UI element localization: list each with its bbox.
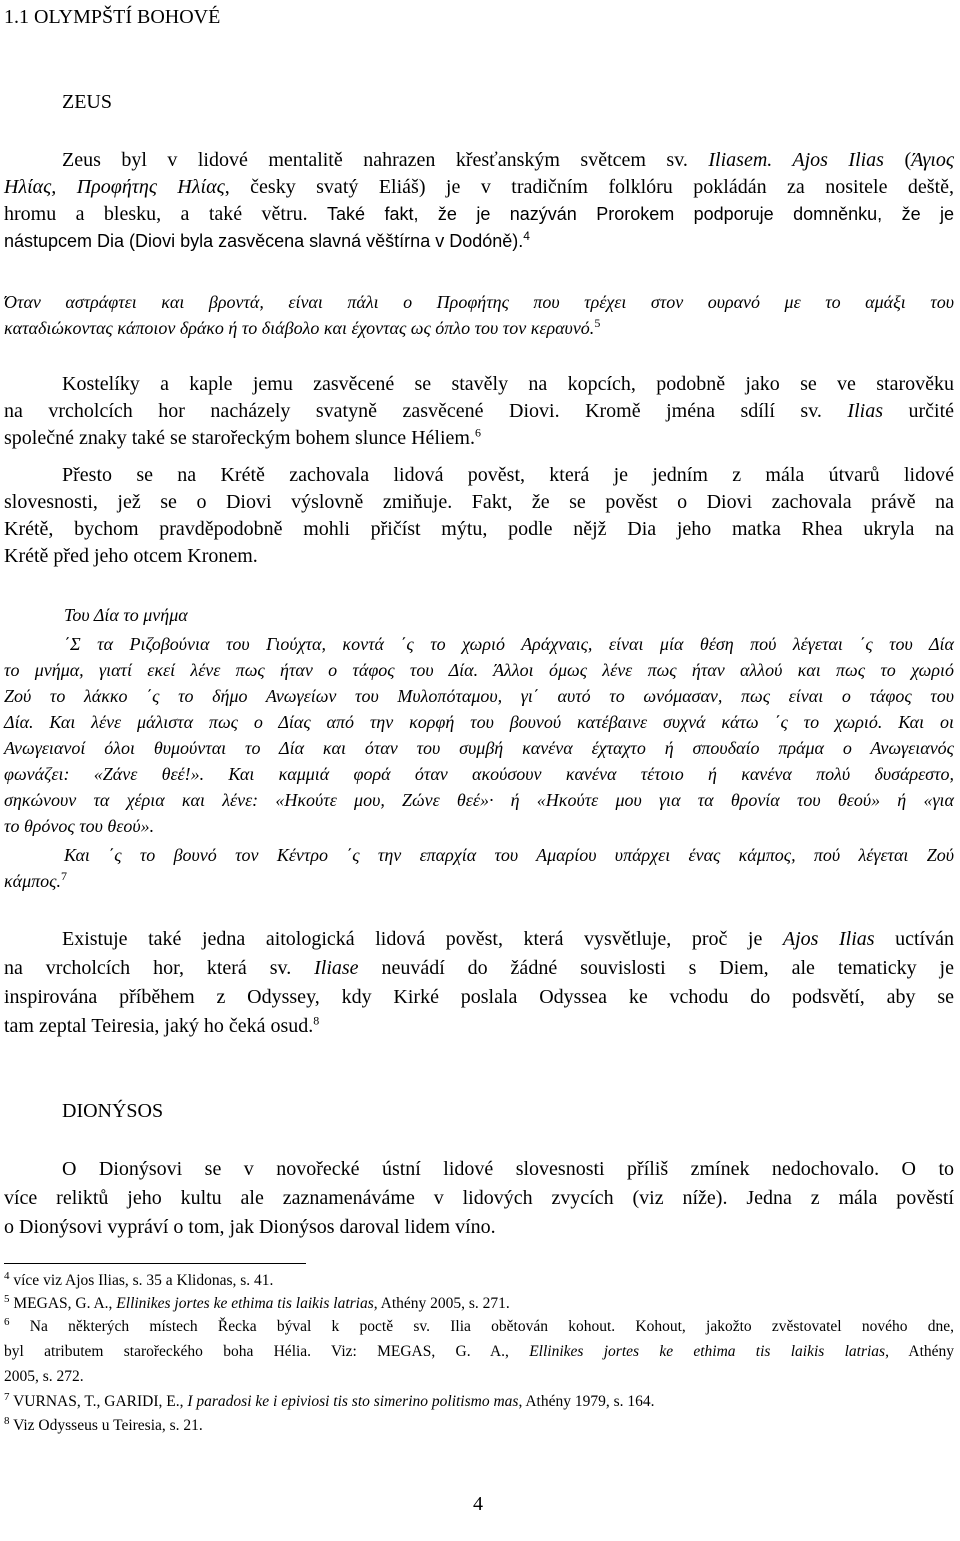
section-title: 1.1 OLYMPŠTÍ BOHOVÉ <box>4 6 221 28</box>
footnote-separator <box>4 1263 306 1264</box>
footnote-number: 4 <box>4 1269 10 1282</box>
zeus-p2-line-1 <box>62 371 954 397</box>
italic-run: Ajos Ilias <box>782 928 875 950</box>
footnote-number: 7 <box>4 1390 10 1403</box>
footnote-8 <box>4 1416 203 1436</box>
zeus-p4-line-4 <box>4 1013 319 1039</box>
text-run: το μνήμα, γιατί εκεί λένε πως ήταν ο τάφος του Δία. Άλλοι όμως λένε πως ήταν αλλού και πως το χωριό <box>4 660 954 680</box>
footnote-6-line-2 <box>4 1342 954 1362</box>
footnote-5 <box>4 1294 510 1314</box>
greek-quote-line-2 <box>4 315 600 341</box>
footnote-4 <box>4 1271 273 1291</box>
text-run: Ζού το λάκκο ΄ς το δήμο Ανωγείων του Μυλοπόταμου, γι΄ αυτό το ωνόμασαν, πως είναι ο τάφος του <box>4 686 954 706</box>
italic-run: Ellinikes jortes ke ethima tis laikis latrias <box>116 1295 374 1312</box>
text-run: Viz Odysseus u Teiresia, s. 21. <box>13 1417 203 1434</box>
zeus-p1-line-2 <box>4 174 954 200</box>
text-run: MEGAS, G. A., <box>13 1295 117 1312</box>
zeus-p1-line-1 <box>62 147 954 173</box>
text-run: Fakt, že se pověst o Diovi zachovala právě na <box>471 491 954 513</box>
greek-quote-line-1 <box>4 289 954 315</box>
text-run: určité <box>882 400 955 422</box>
zeus-p2-line-3 <box>4 425 481 451</box>
italic-run: Ellinikes jortes ke ethima tis laikis latrias <box>529 1343 886 1360</box>
zeus-p4-line-1 <box>62 926 954 952</box>
text-run: více viz Ajos Ilias, s. 35 a Klidonas, s. 41. <box>13 1272 274 1289</box>
text-run: Ανωγειανοί όλοι θυμούνται το Δία και όταν του συμβή κανένα έχταχτο ή σπουδαίο πράμα ο Ανωγειανός <box>4 738 954 758</box>
tomb-line-9 <box>64 842 954 868</box>
footnote-number: 6 <box>4 1315 10 1328</box>
italic-run: Άγιος <box>911 149 954 171</box>
footnote-ref-8: 8 <box>313 1013 320 1028</box>
text-run: na vrcholcích hor, která sv. <box>4 957 315 979</box>
footnote-ref-6: 6 <box>474 425 481 440</box>
text-run: na vrcholcích hor nacházely svatyně zasvěcené Diovi. Kromě jména sdílí sv. <box>4 400 822 422</box>
text-run: společné znaky také se starořeckým bohem slunce Héliem. <box>4 427 475 449</box>
text-run: O Dionýsovi se v novořecké ústní lidové slovesnosti příliš zmínek nedochovalo. O to <box>62 1158 954 1180</box>
zeus-p3-line-3 <box>4 516 954 542</box>
text-run: φωνάζει: «Ζάνε θεέ!». Και καμμιά φορά όταν ακούσουν κανένα τέτοιο ή κανένα πολύ δυσάρεστο, <box>4 764 954 784</box>
italic-run: Iliasem. Ajos Ilias <box>708 149 884 171</box>
footnote-ref-4: 4 <box>523 229 530 243</box>
footnote-ref-7: 7 <box>60 869 67 883</box>
dionysos-line-1 <box>62 1156 954 1182</box>
italic-run: Iliase <box>314 957 359 979</box>
text-run: Krétě, bychom pravděpodobně mohli přičíst mýtu, podle nějž Dia jeho matka Rhea ukryla na <box>4 518 954 540</box>
tomb-line-1 <box>64 631 954 657</box>
text-run: uctíván <box>874 928 954 950</box>
text-run: VURNAS, T., GARIDI, E., <box>13 1393 188 1410</box>
dionysos-line-2 <box>4 1185 954 1211</box>
text-run: Όταν αστράφτει και βροντά, είναι πάλι ο Προφήτης που τρέχει στον ουρανό με το αμάξι του <box>4 292 954 312</box>
footnote-ref-5: 5 <box>594 316 601 330</box>
footnote-number: 5 <box>4 1292 10 1305</box>
italic-run: I paradosi ke i epiviosi tis sto simerino politismo mas <box>187 1393 519 1410</box>
text-run: κάμπος. <box>4 871 61 891</box>
italic-run: Ηλίας, Προφήτης Ηλίας <box>4 176 225 198</box>
tomb-line-7 <box>4 787 954 813</box>
text-run: , česky svatý Eliáš) je v tradičním folklóru pokládán za nositele deště, <box>224 176 955 198</box>
text-run: , Athény <box>885 1343 955 1360</box>
zeus-p3-line-4: Krétě před jeho otcem Kronem. <box>4 545 258 567</box>
tomb-line-2 <box>4 657 954 683</box>
zeus-p3-line-1 <box>62 462 954 488</box>
text-run: Δία. Και λένε μάλιστα πως ο Δίας από την κορφή του βουνού κατέβαινε συχνά κάτω ΄ς το χωριό. Και οι <box>4 712 954 732</box>
tomb-line-6 <box>4 761 954 787</box>
zeus-p2-line-2 <box>4 398 954 424</box>
text-run: , Athény 1979, s. 164. <box>518 1393 655 1410</box>
text-run: σηκώνουν τα χέρια και λένε: «Ηκούτε μου, Ζώνε θεέ»· ή «Ηκούτε μου για τα θρονία του θεού» ή «για <box>4 790 954 810</box>
text-run: hromu a blesku, a také větru. <box>4 203 328 225</box>
text-run: byl atributem starořeckého boha Hélia. Viz: MEGAS, G. A., <box>4 1343 530 1360</box>
text-run: , Athény 2005, s. 271. <box>373 1295 510 1312</box>
text-run: ΄Σ τα Ριζοβούνια του Γιούχτα, κοντά ΄ς το χωριό Αράχναις, είναι μία θέση πού λέγεται ΄ς του Δία <box>64 634 954 654</box>
dionysos-heading: DIONÝSOS <box>62 1100 164 1122</box>
text-run: Na některých místech Řecka býval k poctě sv. Ilia obětován kohout. Kohout, jakožto zvěstovatel nového dne, <box>29 1318 954 1335</box>
zeus-p4-line-3 <box>4 984 954 1010</box>
text-run: více reliktů jeho kultu ale zaznamenáváme v lidových zvycích (viz níže). Jedna z mála pověstí <box>4 1187 954 1209</box>
zeus-p1-line-3 <box>4 201 954 227</box>
page-number: 4 <box>473 1493 483 1515</box>
tomb-line-3 <box>4 683 954 709</box>
tomb-title: Του Δία το μνήμα <box>64 605 188 625</box>
text-run: nástupcem Dia (Diovi byla zasvěcena slavná věštírna v Dodóně). <box>4 231 524 251</box>
text-run: Existuje také jedna aitologická lidová pověst, která vysvětluje, proč je <box>62 928 783 950</box>
tomb-line-8: το θρόνος του θεού». <box>4 816 155 836</box>
text-run: inspirována příběhem z Odyssey, kdy Kirké poslala Odyssea ke vchodu do podsvětí, aby se <box>4 986 954 1008</box>
zeus-p4-line-2 <box>4 955 954 981</box>
sans-run: Také fakt, že je nazýván Prorokem podporuje domněnku, že je <box>327 204 954 224</box>
zeus-p3-line-2 <box>4 489 954 515</box>
text-run: Přesto se na Krétě zachovala lidová pověst, která je jedním z mála útvarů lidové <box>62 464 954 486</box>
footnote-number: 8 <box>4 1414 10 1427</box>
text-run: Και ΄ς το βουνό τον Κέντρο ΄ς την επαρχία του Αμαρίου υπάρχει ένας κάμπος, πού λέγεται Ζού <box>64 845 954 865</box>
text-run: Kostelíky a kaple jemu zasvěcené se stavěly na kopcích, podobně jako se ve starověku <box>62 373 954 395</box>
zeus-p1-line-4 <box>4 228 530 254</box>
tomb-line-5 <box>4 735 954 761</box>
text-run: tam zeptal Teiresia, jaký ho čeká osud. <box>4 1015 314 1037</box>
footnote-6-line-3: 2005, s. 272. <box>4 1368 84 1385</box>
dionysos-line-3: o Dionýsovi vypráví o tom, jak Dionýsos daroval lidem víno. <box>4 1216 496 1238</box>
tomb-line-4 <box>4 709 954 735</box>
zeus-heading: ZEUS <box>62 91 112 113</box>
text-run: neuvádí do žádné souvislosti s Diem, ale tematicky je <box>358 957 954 979</box>
italic-run: Ilias <box>847 400 883 422</box>
text-run: slovesnosti, jež se o Diovi výslovně zmiňuje. <box>4 491 472 513</box>
text-run: καταδιώκοντας κάποιον δράκο ή το διάβολο και έχοντας ως όπλο του τον κεραυνό. <box>4 318 595 338</box>
tomb-line-10 <box>4 868 67 894</box>
text-run: Zeus byl v lidové mentalitě nahrazen křesťanským světcem sv. <box>62 149 709 171</box>
footnote-7 <box>4 1392 655 1412</box>
footnote-6-line-1 <box>4 1317 954 1337</box>
text-run: ( <box>883 149 912 171</box>
